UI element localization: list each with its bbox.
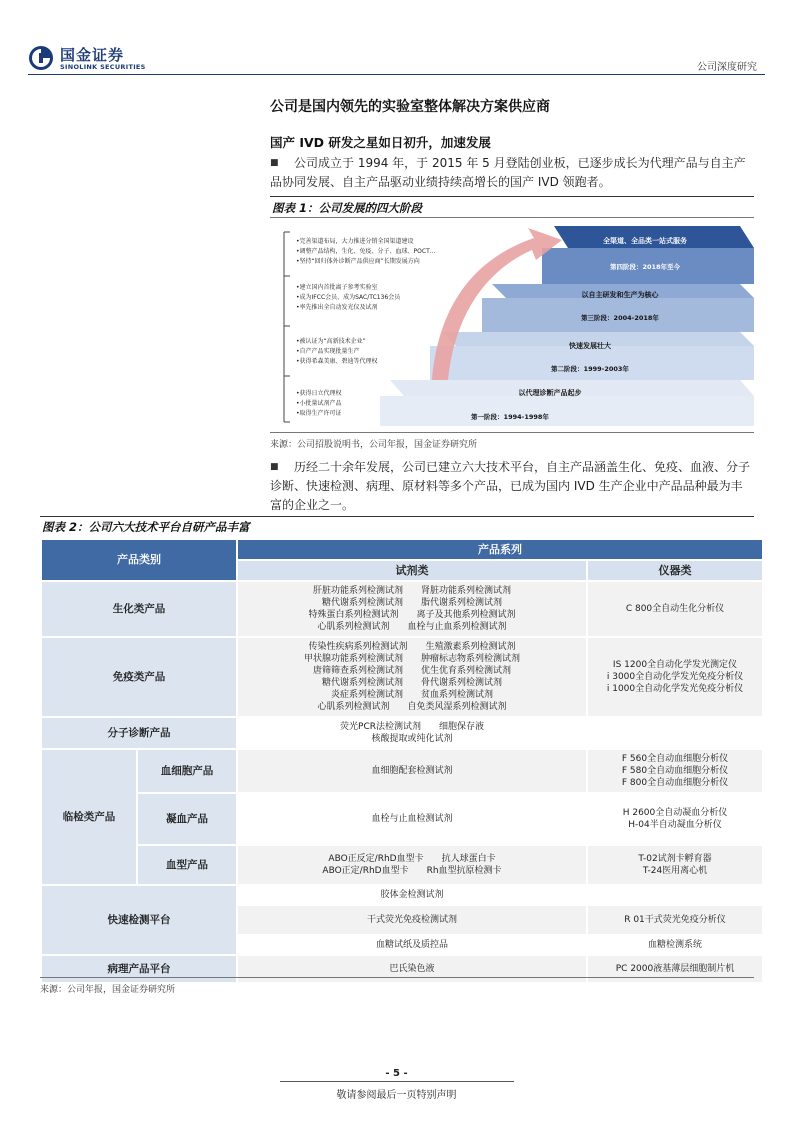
reagent-line: 心肌系列检测试剂 自免类风湿系列检测试剂 xyxy=(317,702,507,712)
instrument-line: C 800全自动生化分析仪 xyxy=(625,604,725,614)
stage-4-step: 全渠道、全品类一站式服务 xyxy=(603,237,687,245)
stage-3-period: 第三阶段：2004-2018年 xyxy=(581,314,659,322)
biochem-reagents xyxy=(238,582,586,636)
note: •获得日立代理权 xyxy=(296,390,342,397)
stage-2-step: 快速发展壮大 xyxy=(569,342,611,350)
reagent-line: 心肌系列检测试剂 血栓与止血系列检测试剂 xyxy=(317,622,507,632)
category-immuno: 免疫类产品 xyxy=(42,638,236,716)
footer-divider xyxy=(280,1081,514,1082)
molecular-instruments xyxy=(588,718,762,748)
stage-3-step: 以自主研发和生产为核心 xyxy=(581,291,659,299)
note: •自产产品实现批量生产 xyxy=(296,348,360,355)
header-series: 产品系列 xyxy=(238,540,762,559)
company-logo-icon xyxy=(28,45,54,71)
figure2-top-rule xyxy=(40,516,754,517)
instrument-line: T-02试剂卡孵育器 xyxy=(638,854,712,864)
instrument-line: T-24医用离心机 xyxy=(642,866,708,876)
paragraph-2 xyxy=(270,458,754,515)
stair-2-face xyxy=(430,346,754,380)
reagent-line: 血栓与止血检测试剂 xyxy=(371,814,453,824)
coag-instruments xyxy=(588,794,762,844)
immuno-instruments xyxy=(588,638,762,716)
category-blood-type: 血型产品 xyxy=(138,846,236,884)
stage-4-period: 第四阶段：2018年至今 xyxy=(609,263,681,271)
coag-reagents xyxy=(238,794,586,844)
immuno-reagents xyxy=(238,638,586,716)
reagent-line: 传染性疾病系列检测试剂 生殖激素系列检测试剂 xyxy=(308,642,516,652)
logo-chinese-name: 国金证券 xyxy=(60,46,125,64)
note: •被认证为“高新技术企业” xyxy=(296,338,366,345)
stair-1-face xyxy=(380,396,754,426)
note: •建立国内首批离子参考实验室 xyxy=(296,284,378,291)
reagent-line: ABO正定/RhD血型卡 Rh血型抗原检测卡 xyxy=(322,866,502,876)
stage-2-notes xyxy=(296,337,378,367)
blood-cell-instruments xyxy=(588,750,762,792)
stage-1-notes xyxy=(296,389,342,419)
page-number: - 5 - xyxy=(385,1068,408,1079)
rapid-reagent-1: 胶体金检测试剂 xyxy=(238,886,586,904)
blood-cell-reagents xyxy=(238,750,586,792)
reagent-line: ABO正反定/RhD血型卡 抗人球蛋白卡 xyxy=(328,854,496,864)
bullet-icon: ■ xyxy=(270,158,279,168)
instrument-line: IS 1200全自动化学发光测定仪 xyxy=(612,660,738,670)
note: •坚持“回归体外诊断产品供应商”长期发展方向 xyxy=(296,258,420,265)
category-clinical: 临检类产品 xyxy=(42,750,136,884)
category-biochem: 生化类产品 xyxy=(42,582,236,636)
instrument-line: i 3000全自动化学发光免疫分析仪 xyxy=(606,672,744,682)
instrument-line: H 2600全自动凝血分析仪 xyxy=(622,808,728,818)
stage-3-notes xyxy=(296,283,400,313)
section-title: 公司是国内领先的实验室整体解决方案供应商 xyxy=(270,99,550,115)
figure1-source: 来源：公司招股说明书，公司年报，国金证券研究所 xyxy=(270,440,478,450)
figure2-source: 来源：公司年报，国金证券研究所 xyxy=(40,985,176,995)
figure1-title-rule xyxy=(270,217,754,218)
instrument-line: F 560全自动血细胞分析仪 xyxy=(621,754,729,764)
rapid-instrument-1 xyxy=(588,886,762,904)
logo-english-name: SINOLINK SECURITIES xyxy=(60,63,146,71)
stage-1-step: 以代理诊断产品起步 xyxy=(518,389,582,397)
category-pathology: 病理产品平台 xyxy=(42,956,236,982)
report-type-label: 公司深度研究 xyxy=(697,62,757,73)
rapid-reagent-3: 血糖试纸及质控品 xyxy=(238,936,586,954)
blood-type-instruments xyxy=(588,846,762,884)
figure1-bottom-rule xyxy=(270,432,754,433)
category-molecular: 分子诊断产品 xyxy=(42,718,236,748)
rapid-instrument-3: 血糖检测系统 xyxy=(588,936,762,954)
paragraph-2-text: 历经二十余年发展，公司已建立六大技术平台，自主产品涵盖生化、免疫、血液、分子诊断、快速检测、病理、原材料等多个产品，已成为国内 IVD 生产企业中产品品种最为丰富的企业之一。 xyxy=(270,460,751,512)
note: •小批量试剂产品 xyxy=(296,400,342,407)
note: •调整产品结构，生化、免疫、分子、血球、POCT… xyxy=(296,248,436,255)
header-reagents: 试剂类 xyxy=(238,561,586,580)
pathology-reagents: 巴氏染色液 xyxy=(238,956,586,982)
section-subtitle: 国产 IVD 研发之星如日初升，加速发展 xyxy=(270,135,491,150)
figure1-top-rule xyxy=(270,196,754,197)
category-rapid: 快速检测平台 xyxy=(42,886,236,954)
paragraph-1-text: 公司成立于 1994 年，于 2015 年 5 月登陆创业板，已逐步成长为代理产品与自主产品协同发展、自主产品驱动业绩持续高增长的国产 IVD 领跑者。 xyxy=(270,156,746,189)
stage-1-period: 第一阶段：1994-1998年 xyxy=(471,413,549,421)
instrument-line: F 580全自动血细胞分析仪 xyxy=(621,766,729,776)
stage-4-notes xyxy=(296,237,436,267)
stage-2-period: 第二阶段：1999-2003年 xyxy=(551,365,629,373)
molecular-reagents xyxy=(238,718,586,748)
note: •取得生产许可证 xyxy=(296,410,342,417)
bullet-icon: ■ xyxy=(270,462,279,472)
reagent-line: 核酸提取或纯化试剂 xyxy=(371,734,453,744)
reagent-line: 肝脏功能系列检测试剂 肾脏功能系列检测试剂 xyxy=(312,586,511,596)
reagent-line: 炎症系列检测试剂 贫血系列检测试剂 xyxy=(330,690,493,700)
reagent-line: 糖代谢系列检测试剂 脂代谢系列检测试剂 xyxy=(321,598,502,608)
header-category: 产品类别 xyxy=(42,540,236,580)
reagent-line: 特殊蛋白系列检测试剂 离子及其他系列检测试剂 xyxy=(308,610,516,620)
paragraph-1 xyxy=(270,154,754,192)
note: •完善渠道布局，大力推进分销全国渠道建设 xyxy=(296,238,414,245)
category-coag: 凝血产品 xyxy=(138,794,236,844)
reagent-line: 荧光PCR法检测试剂 细胞保存液 xyxy=(340,722,484,732)
instrument-line: H-04半自动凝血分析仪 xyxy=(628,820,722,830)
blood-type-reagents xyxy=(238,846,586,884)
reagent-line: 甲状腺功能系列检测试剂 肿瘤标志物系列检测试剂 xyxy=(303,654,520,664)
rapid-reagent-2: 干式荧光免疫检测试剂 xyxy=(238,906,586,934)
header-instruments: 仪器类 xyxy=(588,561,762,580)
header-divider xyxy=(28,74,765,75)
product-table xyxy=(40,538,764,984)
rapid-instrument-2: R 01干式荧光免疫分析仪 xyxy=(588,906,762,934)
reagent-line: 糖代谢系列检测试剂 骨代谢系列检测试剂 xyxy=(321,678,502,688)
reagent-line: 唐筛筛查系列检测试剂 优生优育系列检测试剂 xyxy=(312,666,511,676)
figure2-bottom-rule xyxy=(40,977,754,978)
figure2-title: 图表 2：公司六大技术平台自研产品丰富 xyxy=(42,520,250,534)
figure1-title: 图表 1：公司发展的四大阶段 xyxy=(272,201,423,215)
note: •成为IFCC会员、成为SAC/TC136会员 xyxy=(296,294,401,301)
biochem-instruments xyxy=(588,582,762,636)
pathology-instruments: PC 2000液基薄层细胞制片机 xyxy=(588,956,762,982)
note: •获得希森美康、碧迪等代理权 xyxy=(296,358,378,365)
instrument-line: F 800全自动血细胞分析仪 xyxy=(621,778,729,788)
note: •率先推出全自动发光仪及试剂 xyxy=(296,304,378,311)
instrument-line: i 1000全自动化学发光免疫分析仪 xyxy=(606,684,744,694)
footer-disclaimer: 敬请参阅最后一页特别声明 xyxy=(336,1090,457,1101)
category-blood-cell: 血细胞产品 xyxy=(138,750,236,792)
reagent-line: 血细胞配套检测试剂 xyxy=(371,766,453,776)
